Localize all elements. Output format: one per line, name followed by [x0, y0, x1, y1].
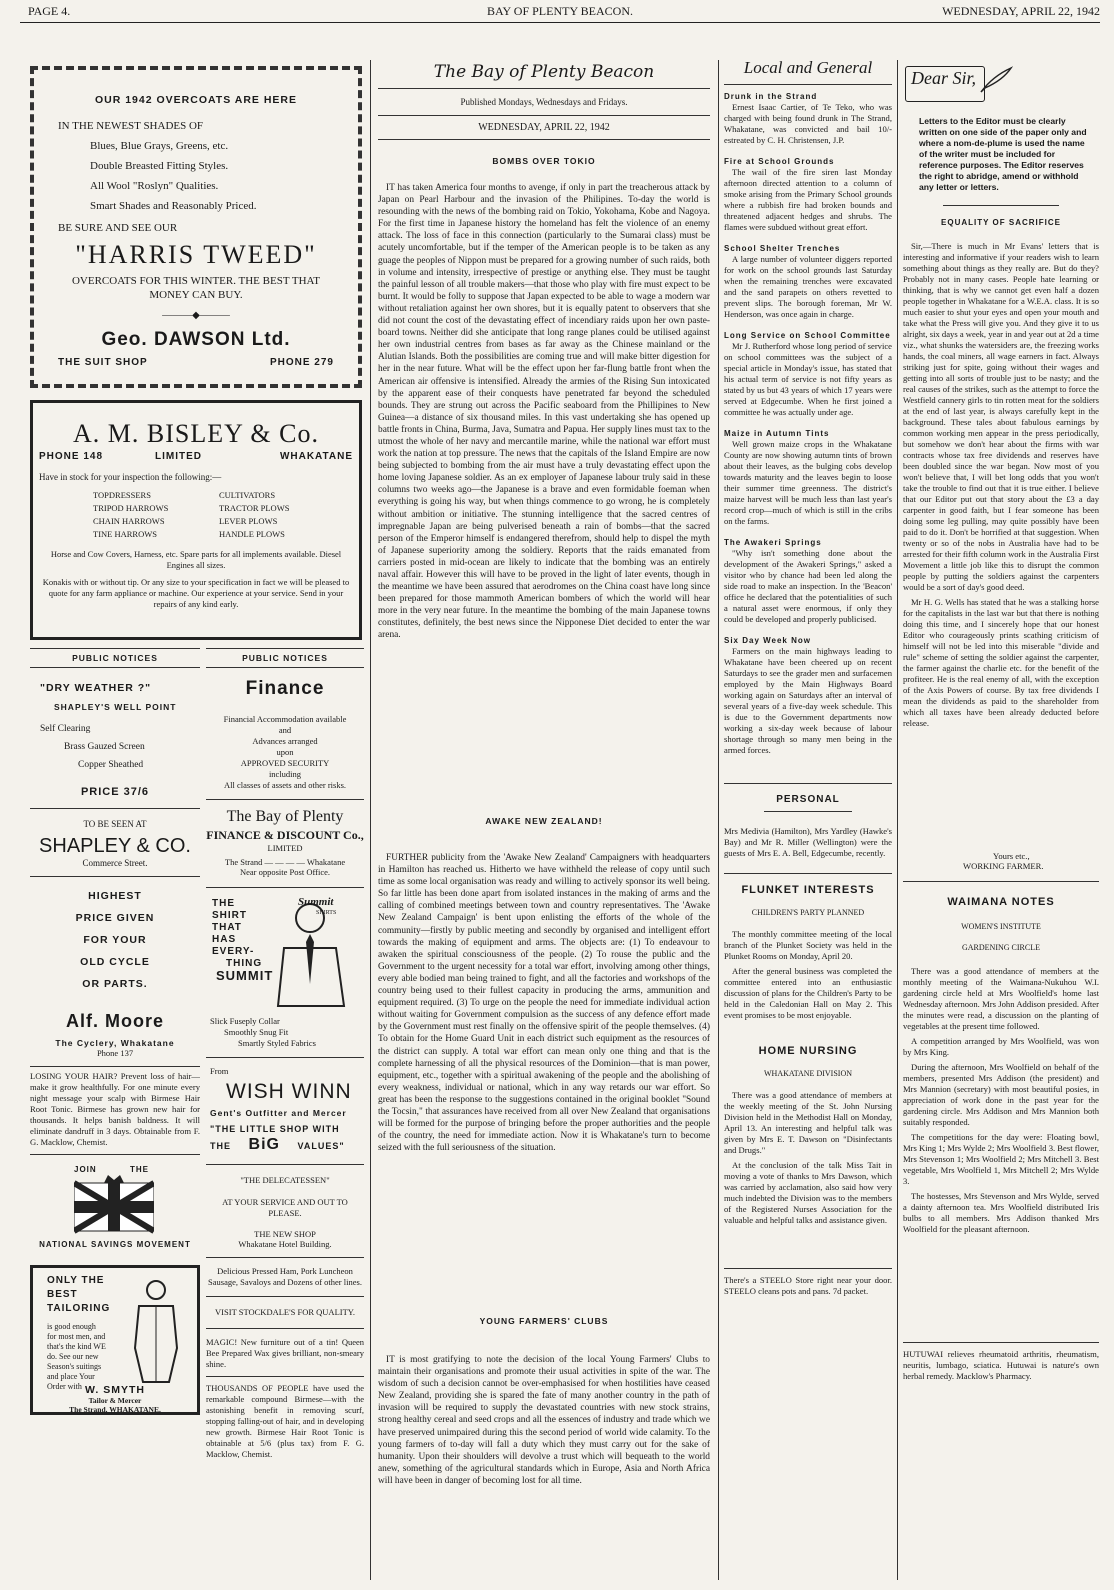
local-item-text: Ernest Isaac Cartier, of Te Teko, who was charged with being found drunk in The Strand, Whakatane, was convicted and bail 10/- estreated by C. H. Christensen, J.P. [724, 102, 892, 145]
column-rule [897, 60, 898, 1580]
waimana-paragraph: There was a good attendance of members at the monthly meeting of the Waimana-Nukuhou W.I. gardening circle held at Mrs Woolfield's home last Wednesday afternoon. Mrs John Addison presided. After the minutes were read, a discussion on the planting of vegetables at the present time followed. [903, 966, 1099, 1031]
dawson-headline: OUR 1942 OVERCOATS ARE HERE [94, 94, 298, 106]
letters-intro: Letters to the Editor must be clearly written on one side of the paper only and where a nom-de-plume is used the name of the writer must be included for reference purposes. The Editor reserves the right to abridge, amend or withhold any letter or letters. [919, 116, 1087, 192]
shirt-line: THING [226, 958, 263, 969]
nursing-sub: WHAKATANE DIVISION [763, 1069, 852, 1078]
shirt-line: THAT [212, 922, 242, 933]
shapley-street: Commerce Street. [82, 858, 148, 868]
summit-line: Slick Fuseply Collar [210, 1016, 280, 1026]
stockdale: VISIT STOCKDALE'S FOR QUALITY. [215, 1307, 355, 1317]
finance-line: Advances arranged [252, 736, 318, 746]
paper-name: BAY OF PLENTY BEACON. [486, 4, 633, 18]
article-paragraph: IT is most gratifying to note the decision of the local Young Farmers' Clubs to maintain their organisations and promote their usual activities in spite of the war. The wisdom of such a decision cannot be over-emphasised for when hostilities have ceased New Zealand, providing she is spared the fate of many another country in the path of invasion will be required to supply the devastated countries with new stock strains, strong healthy cereal and seed crops and all the essences of industry and trade which we have preserved unimpaired during this the second period of world wide calamity. To the young farmers of to-day will fall a duty which they must carry out for the sake of humanity. Upon their shoulders will devolve a trust which will bequeath to the world anew, something of the agricultural standards which in Europe, Asia and North Africa will have been in danger of becoming lost for all time. [378, 1355, 710, 1486]
cycle-line: PRICE GIVEN [75, 912, 155, 924]
bisley-item: TRIPOD HARROWS [93, 503, 169, 513]
bop-finance-1: The Bay of Plenty [226, 808, 344, 825]
personal-text: Mrs Medivia (Hamilton), Mrs Yardley (Hawke's Bay) and Mr R. Miller (Wellington) were the guests of Mrs E. A. Bell, Edgecumbe, recently. [724, 826, 892, 858]
cycle-line: HIGHEST [88, 890, 142, 902]
the-text: THE [130, 1165, 149, 1174]
local-item-text: Well grown maize crops in the Whakatane County are now showing autumn tints of brown about their leaves, as the bulging cobs develop towards maturity and the leaves begin to loose their summer time greenness. The district's maize harvest will be much less than last year's record crop—much of which is still in the cribs on the farms. [724, 439, 892, 526]
shirt-line: EVERY- [212, 946, 255, 957]
dawson-lines [58, 116, 358, 216]
finance-line: Financial Accommodation available [223, 714, 347, 724]
article-bombs [378, 182, 710, 794]
finance-line: All classes of assets and other risks. [223, 780, 347, 790]
shirt-line: SHIRT [212, 910, 247, 921]
letters-column [903, 62, 1099, 1536]
finance-line: upon [276, 747, 294, 757]
join-text: JOIN [74, 1165, 97, 1174]
summit-brand: SUMMIT [216, 968, 274, 983]
nursing-paragraph: There was a good attendance of members at the weekly meeting of the St. John Nursing Division held in the Methodist Hall on Monday, April 13. An interesting and helpful talk was given by Mrs E. T. Dawson on "Disinfectants and Drugs." [724, 1090, 892, 1155]
bisley-item: TRACTOR PLOWS [219, 503, 290, 513]
bisley-phone: PHONE 148 [39, 451, 104, 462]
wish-little: "THE LITTLE SHOP WITH [210, 1124, 340, 1134]
dawson-phone: PHONE 279 [269, 357, 334, 368]
local-item-head: Drunk in the Strand [724, 92, 818, 101]
bisley-item: LEVER PLOWS [219, 516, 278, 526]
letter-yours: Yours etc., [993, 851, 1030, 861]
shirt-line: HAS [212, 934, 237, 945]
bisley-list [33, 489, 359, 545]
local-items [724, 89, 892, 769]
from-text: From [210, 1066, 229, 1076]
notices-heading: PUBLIC NOTICES [242, 653, 328, 663]
waimana-paragraph: The hostesses, Mrs Stevenson and Mrs Wylde, served a dainty afternoon tea. Mrs Woolfield distributed Iris bulbs to all members. Mrs Addison thanked Mrs Woolfield for the pleasant afternoon. [903, 1191, 1099, 1234]
harris-tweed: "HARRIS TWEED" [75, 240, 317, 269]
hair-tonic-ad: LOSING YOUR HAIR? Prevent loss of hair—make it grow healthfully. For one minute every night message your scalp with Birmese Hair Root Tonic. Birmese has grown new hair for thousands. It helps banish baldness. It will eliminate dandruff in 3 days. Obtainable from F. G. Macklow, Chemist. [30, 1071, 200, 1147]
nursing-text [724, 1090, 892, 1260]
bisley-covers: Horse and Cow Covers, Harness, etc. Spare parts for all implements available. Diesel Engines all sizes. [50, 549, 342, 570]
dawson-line: IN THE NEWEST SHADES OF [58, 120, 204, 132]
quill-icon [979, 66, 1013, 94]
bisley-ad [30, 400, 362, 640]
waimana-paragraph: The competitions for the day were: Floating bowl, Mrs King 1; Mrs Wylde 2; Mrs Woolfield 3. Best flower, Mrs Stevenson 1; Mrs Woolfield 2; Mrs Mitchell 3. Best vegetable, Mrs Woolfield 1, Mrs Mitchell 2; Mrs Wylde 3. [903, 1132, 1099, 1186]
bisley-item: TINE HARROWS [93, 529, 157, 539]
waimana-wi: WOMEN'S INSTITUTE [961, 922, 1041, 931]
equality-head: EQUALITY OF SACRIFICE [941, 218, 1061, 227]
moore-phone: Phone 137 [96, 1048, 134, 1058]
summit-line: Smoothly Snug Fit [224, 1027, 289, 1037]
notices-col-1 [30, 648, 200, 1528]
local-item-text: Farmers on the main highways leading to Whakatane have been cheered up on recent Saturdays to see the grader men and surfacemen employed by the Main Highways Board working again on Saturdays after an interval of several years of a five-day week schedule. This is due to the Government departments now working a six-day week because of labour shortage through so many men being in the armed forces. [724, 646, 892, 755]
waimana-head: WAIMANA NOTES [947, 896, 1055, 908]
column-rule [718, 60, 719, 1580]
deli-ham: Delicious Pressed Ham, Pork Luncheon Sausage, Savaloys and Dozens of other lines. [208, 1266, 362, 1287]
cycle-line: FOR YOUR [83, 934, 147, 946]
beacon-title: The Bay of Plenty Beacon [433, 62, 655, 82]
finance-title: Finance [245, 678, 325, 699]
local-item-head: Fire at School Grounds [724, 157, 835, 166]
wish-big: BiG [248, 1136, 280, 1153]
dawson-name: Geo. DAWSON Ltd. [101, 329, 291, 350]
flunket-sub: CHILDREN'S PARTY PLANNED [751, 908, 865, 917]
published-line: Published Mondays, Wednesdays and Fridays. [460, 97, 628, 107]
dawson-see: BE SURE AND SEE OUR [58, 222, 178, 234]
seen-at: TO BE SEEN AT [83, 819, 147, 829]
savings-text: NATIONAL SAVINGS MOVEMENT [39, 1240, 191, 1249]
well-item: Self Clearing [40, 724, 91, 734]
flunket-head: FLUNKET INTERESTS [741, 884, 875, 896]
notices-heading: PUBLIC NOTICES [72, 653, 158, 663]
finance-line: and [278, 725, 292, 735]
deli-hotel: Whakatane Hotel Building. [238, 1239, 332, 1249]
cycle-line: OR PARTS. [82, 978, 148, 990]
summit-ad [206, 894, 364, 1010]
tailoring-ad [30, 1265, 200, 1415]
dry-weather: "DRY WEATHER ?" [40, 682, 152, 694]
well-price: PRICE 37/6 [80, 786, 150, 798]
flunket-text [724, 929, 892, 1025]
dawson-tweed-desc: OVERCOATS FOR THIS WINTER. THE BEST THAT MONEY CAN BUY. [71, 275, 321, 301]
moore-name: Alf. Moore [66, 1011, 164, 1031]
wish-values: VALUES" [297, 1141, 345, 1151]
local-item-text: "Why isn't something done about the development of the Awakeri Springs," asked a visitor who by chance had been led along the side road to make an inspection. In the 'Beacon' office he declared that the potentialities of such a natural asset were enormous, if only they could be developed and properly publicised. [724, 548, 892, 624]
page-number: PAGE 4. [28, 4, 71, 18]
deli-service: AT YOUR SERVICE AND OUT TO PLEASE. [222, 1197, 348, 1218]
summit-shirts: SHIRTS [316, 910, 337, 916]
waimana-text [903, 966, 1099, 1336]
headline-bombs: BOMBS OVER TOKIO [492, 156, 596, 166]
tailor-line: ONLY THE [47, 1275, 105, 1286]
bisley-item: TOPDRESSERS [93, 490, 151, 500]
bop-finance-2: FINANCE & DISCOUNT Co., [206, 828, 364, 842]
local-item-text: A large number of volunteer diggers reported for work on the school grounds last Saturday when the remaining trenches were excavated and the sand parapets on others revetted to prevent slips. The borough foreman, Mr W. Henderson, was once again in charge. [724, 254, 892, 319]
nursing-head: HOME NURSING [758, 1045, 858, 1057]
masthead [20, 0, 1100, 23]
finance-line: including [268, 769, 302, 779]
smyth-trade: Tailor & Mercer [88, 1396, 142, 1405]
letter-paragraph: Sir,—There is much in Mr Evans' letters that is interesting and informative if your readers wish to learn something about things as they really are. But do they? Probably not in many cases. People hate learning or thinking, that is why we cannot get even half a dozen people together in Whakatane for a W.E.A. class. It is so much easier to shut your eyes and open your mouth and take what the Press will give you. And they give it to us alright, six days a week, year in and year out at 2d a time viz., what shunks the watersiders are, the freezing works hands, the coal miners, all wage earners in fact. Always striking just for spite, going without their wages and getting into all sorts of trouble just to be nasty; and the real causes of the strikes, such as the attempt to force the Westfield cannery girls to tin rotten meat for the soldiers at the end of last year, is always carefully kept in the background. These tales about fabulous earnings by common working men appear in the press periodically, but somehow we don't hear about the firms with war contracts whose tax free dividends and reserves have been doubled since the war began. Now most of you won't believe that, I will bet long odds that you won't take the trouble to find out that it is true either. I believe that our Editor put out that story about the £3 a day carpenter in good faith, but I fear someone has been doing some leg pulling, may quite possibly have been paid to do it. Don't be horrified at that suggestion. When twenty or so of the nobs in Australia have had to be arrested for their fifth column work in the Australia First Movement a little job like this to disrupt the common people by putting the soldiers against the carpenters would be a sort of day's good deed. [903, 241, 1099, 592]
tailor-line: BEST [47, 1289, 78, 1300]
dawson-line: Double Breasted Fitting Styles. [90, 160, 229, 172]
local-item-head: Maize in Autumn Tints [724, 429, 830, 438]
tailor-line: TAILORING [47, 1303, 111, 1314]
summit-logo: Summit [298, 896, 334, 908]
local-item-head: School Shelter Trenches [724, 244, 841, 253]
flunket-paragraph: After the general business was completed the committee entered into an enthusiastic discussion of plans for the Children's Party to be held in the Caledonian Hall on May 2. This event promises to be most enjoyable. [724, 966, 892, 1020]
headline-awake: AWAKE NEW ZEALAND! [485, 816, 603, 826]
summit-line: Smartly Styled Fabrics [238, 1038, 316, 1048]
nursing-paragraph: At the conclusion of the talk Miss Tait in moving a vote of thanks to Mrs Dawson, which was carried by acclamation, also said how very much indebted the Division was to the members of the Registered Nurses Association for the valuable and helpful talks and assistance given. [724, 1160, 892, 1225]
dawson-line: Blues, Blue Grays, Greens, etc. [90, 140, 229, 152]
union-jack-icon [74, 1175, 154, 1235]
local-title: Local and General [743, 58, 873, 77]
dawson-ad [30, 66, 362, 388]
article-awake [378, 852, 710, 1292]
bisley-stock: Have in stock for your inspection the following:— [39, 472, 222, 482]
dear-sir: Dear Sir, [911, 68, 977, 88]
deli-newshop: THE NEW SHOP [254, 1229, 316, 1239]
tailor-figure-icon [125, 1278, 187, 1384]
local-item-text: Mr J. Rutherford whose long period of service on school committees was the subject of a special article in Monday's issue, has stated that his actual term of service is not fifty years as stated by us but 43 years of which 17 years were served at Edgecumbe. When he first joined a committee he was actually under age. [724, 341, 892, 417]
issue-date: WEDNESDAY, APRIL 22, 1942 [942, 4, 1100, 18]
article-farmers [378, 1354, 710, 1494]
waimana-paragraph: A competition arranged by Mrs Woolfield, was won by Mrs King. [903, 1036, 1099, 1057]
bisley-name: A. M. BISLEY & Co. [73, 419, 319, 448]
cyclery: The Cyclery, Whakatane [55, 1038, 175, 1048]
wish-the: THE [210, 1141, 231, 1151]
tailor-text: is good enough for most men, and that's the kind WE do. See our new Season's suitings and place Your Order with [47, 1322, 106, 1391]
letter-sign: WORKING FARMER. [963, 861, 1044, 871]
dawson-line: Smart Shades and Reasonably Priced. [90, 200, 257, 212]
well-point: SHAPLEY'S WELL POINT [54, 702, 177, 712]
local-item-head: Six Day Week Now [724, 636, 811, 645]
bisley-item: CULTIVATORS [219, 490, 276, 500]
article-paragraph: FURTHER publicity from the 'Awake New Zealand' Campaigners with headquarters in Hamilton has reached us. Hitherto we have withheld the release of copy until such time as some local organisation was ready and willing to actively sponsor its well being. So far little has been done apart from isolated instances in the making of arms and the calling of combined meetings between town and country representatives. The 'Awake New Zealand Campaign' is bent upon enlisting the efforts of the whole of the community—firstly by public meeting and secondly by organised and intelligent effort towards the making of equipment and arms. The objects are: (1) To endeavour to awaken the spiritual consciousness of the people. (2) To rouse the public and the Government to the urgent necessity for a total war effort, involving among other things, every able bodied man being trained to fight, and all the factories and workshops of the country being used to their fullest capacity in producing the arms, ammunition and equipment required. (3) To urge on the people the need for immediate individual action without waiting for Government compulsion as the success of any defence effort made by the Government must rest finally on the offensive spirit of the people themselves. (4) To obtain for the Home Guard Unit in each district such equipment as the resources of the district can supply. A total war effort can mean only one thing and that is the complete harnessing of all the physical resources of the Dominion—that is man power, equipment, etc., together with a spiritual awakening of the people and the abolishing of every weakness, individual or national, which in any way retards our war effort. So great has been the response to the suggestions contained in the original booklet "Sound the Tocsin," that assurances have received from all over New Zealand that organisations will be formed for the purpose of bringing before the proper authorities and the people of the country, the need for immediate action. Now it is Whakatane's turn to become seized with the full seriousness of the situation. [378, 853, 710, 1154]
bisley-limited: LIMITED [155, 451, 202, 462]
savings-ad [30, 1161, 200, 1265]
waimana-gc: GARDENING CIRCLE [962, 943, 1040, 952]
article-paragraph: IT has taken America four months to avenge, if only in part the treacherous attack by Japan on Pearl Harbour and the invasion of the Philipines. To-day the world is resounding with the news of the bombing raid on Tokio, Yokohama, Kobe and Nagoya. For the first time in Japanese history the homeland has felt the violence of an enemy attack. The loss of face in this connection (particularly to the Sumarai class) must be acutely uncomfortable, but if the temper of the American people is to be taken as any guage the peoples of Nippon must be prepared for a growing number of such raids, both in volume and intensity, irrespective of prestige or anything else. They must be taught the painful lesson of all trouble makers—that those who play with fire must expect to be burnt. It would be folly to suppose that Japan expected to be able to wage a modern war without retaliation against her own shores, but it is equally patent to observers that she did not count the cost of the devastating effect of incendiary raids upon her own paste-board towns. Neither did she anticipate that long range planes could be utilised against her own industrial centres from bases as far away as the Chinese mainland or the Alutian Islands. Both the possibilities are coming true and will make bitter digestion for her in the near future. What will be the effect upon her far-flung battle front when the American air offensive is intensified. Already the armies of the Rising Sun intoxicated by the apparent ease of their conquests have penetrated far beyond the scheduled bounds. They are strung out across the Pacific seaboard from the Phillipines to New Guinea—a distance of six thousand miles. In this vast undertaking she has opened up battle fronts in China, Burma, Java, Sumatra and Papua. Her supply lines must tax to the utmost the whole of her navy and mercantile marine, while the national war effort must work the nation at top pressure. The news that the capitals of the Island Empire are now being subjected to bombing from the air must have a truly devastating effect upon the home loving Japanese soldier. As an ex employer of Japanese labour truly said in these columns two weeks ago—the Japanese is a brave and even formidable foeman when everything is going his way, but when things commence to go wrong, he is completely without ambition or initiative. The stunning intelligence that the sacred centres of impregnable Japan are being pulverised beneath a rain of bombs—that the sacred person of the Emperor himself is endangered therefrom, should help to dispel the myth of Japanese superiority among the soldiery. Reports that the raids emanated from carriers posted in mid-ocean are likely to indicate that the bombing was an entirely naval affair. However this will have to be proved in the light of later events, though in the meantime we have been assured that aerodromes on the China coast have long since been prepared for those mammoth American bombers of which the world will hear more in the very near future. In the meantime the bombing of the main Japanese towns constitutes, definitely, the best news since the Nipponese Diet decided to enter the war arena. [378, 183, 710, 641]
smyth-address: The Strand. WHAKATANE. [69, 1405, 161, 1414]
bop-strand: The Strand — — — — Whakatane [224, 857, 346, 867]
bisley-konakis: Konakis with or without tip. Or any size to your specification in fact we will be pleased to quote for any farm appliance or machine. Our experience at your service. Send in your repairs of any kind early. [42, 577, 350, 609]
local-item-text: The wail of the fire siren last Monday afternoon directed attention to a column of smoke arising from the Primary School grounds where a rubbish fire had broken bounds and threatened adjacent hedges and shrubs. The flames were subdued without great effort. [724, 167, 892, 232]
wish-gents: Gent's Outfitter and Mercer [210, 1108, 347, 1118]
well-item: Brass Gauzed Screen [64, 742, 145, 752]
bop-near: Near opposite Post Office. [239, 867, 331, 877]
finance-line: APPROVED SECURITY [240, 758, 330, 768]
dawson-line: All Wool "Roslyn" Qualities. [90, 180, 219, 192]
divider-icon: ———◆——— [162, 310, 230, 321]
hutuwai-ad: HUTUWAI relieves rheumatoid arthritis, rheumatism, neuritis, lumbago, sciatica. Hutuwai is nature's own herbal remedy. Macklow's Pharmacy. [903, 1349, 1099, 1381]
editorial-date: WEDNESDAY, APRIL 22, 1942 [478, 122, 610, 133]
headline-farmers: YOUNG FARMERS' CLUBS [479, 1316, 609, 1326]
letter-paragraph: Mr H. G. Wells has stated that he was a stalking horse for the capitalists in the last war but that there is nothing doing this time, and I sincerely hope that our honest Editor who courageously prints scathing criticism of himself will not be led into this miserable "divide and rule" scheme of setting the soldier against the carpenter, the farmer against the charlie etc. for the benefit of the profiteer. He is the real enemy of all, with the exception of the Axis Powers of course. By tax free dividends I mean the dividends as paid to the shareholder from which all taxes have been already deducted before release. [903, 597, 1099, 728]
dear-sir-logo [903, 62, 1099, 112]
thousands-ad: THOUSANDS OF PEOPLE have used the remarkable compound Birmese—with the astonishing benefit in removing scurf, stopping falling-out of hair, and in developing new growth. Birmese Hair Root Tonic is obtainable at 5/6 (plus tax) from F. G. Macklow, Chemist. [206, 1383, 364, 1459]
local-item-head: The Awakeri Springs [724, 538, 822, 547]
well-item: Copper Sheathed [78, 760, 144, 770]
shirt-line: THE [212, 898, 235, 909]
steelo-ad: There's a STEELO Store right near your door. STEELO cleans pots and pans. 7d packet. [724, 1275, 892, 1296]
deli-title: "THE DELECATESSEN" [240, 1175, 330, 1185]
notices-col-2 [206, 648, 364, 1528]
local-general-column [724, 58, 892, 1536]
equality-letter [903, 241, 1099, 851]
cycle-line: OLD CYCLE [80, 956, 150, 968]
editorial-column [378, 62, 710, 1532]
local-item-head: Long Service on School Committee [724, 331, 891, 340]
bop-limited: LIMITED [267, 843, 303, 853]
bisley-item: CHAIN HARROWS [93, 516, 165, 526]
bisley-town: WHAKATANE [279, 451, 353, 462]
dawson-shop: THE SUIT SHOP [58, 357, 148, 368]
smyth-name: W. SMYTH [85, 1384, 145, 1396]
wish-winn: WISH WINN [226, 1080, 352, 1103]
bisley-item: HANDLE PLOWS [219, 529, 285, 539]
flunket-paragraph: The monthly committee meeting of the local branch of the Plunket Society was held in the Plunket Rooms on Monday, April 20. [724, 929, 892, 961]
column-rule [370, 60, 371, 1580]
waimana-paragraph: During the afternoon, Mrs Woolfield on behalf of the members, presented Mrs Addison (the president) and Mrs Mannion (secretary) with most beautiful posies, in appreciation of work done in the past year for the gardening circle. Mrs Addison and Mrs Mannion both suitably responded. [903, 1062, 1099, 1127]
shapley-name: SHAPLEY & CO. [39, 835, 191, 857]
personal-head: PERSONAL [776, 794, 840, 805]
magic-ad: MAGIC! New furniture out of a tin! Queen Bee Prepared Wax gives brilliant, non-smeary shine. [206, 1337, 364, 1369]
